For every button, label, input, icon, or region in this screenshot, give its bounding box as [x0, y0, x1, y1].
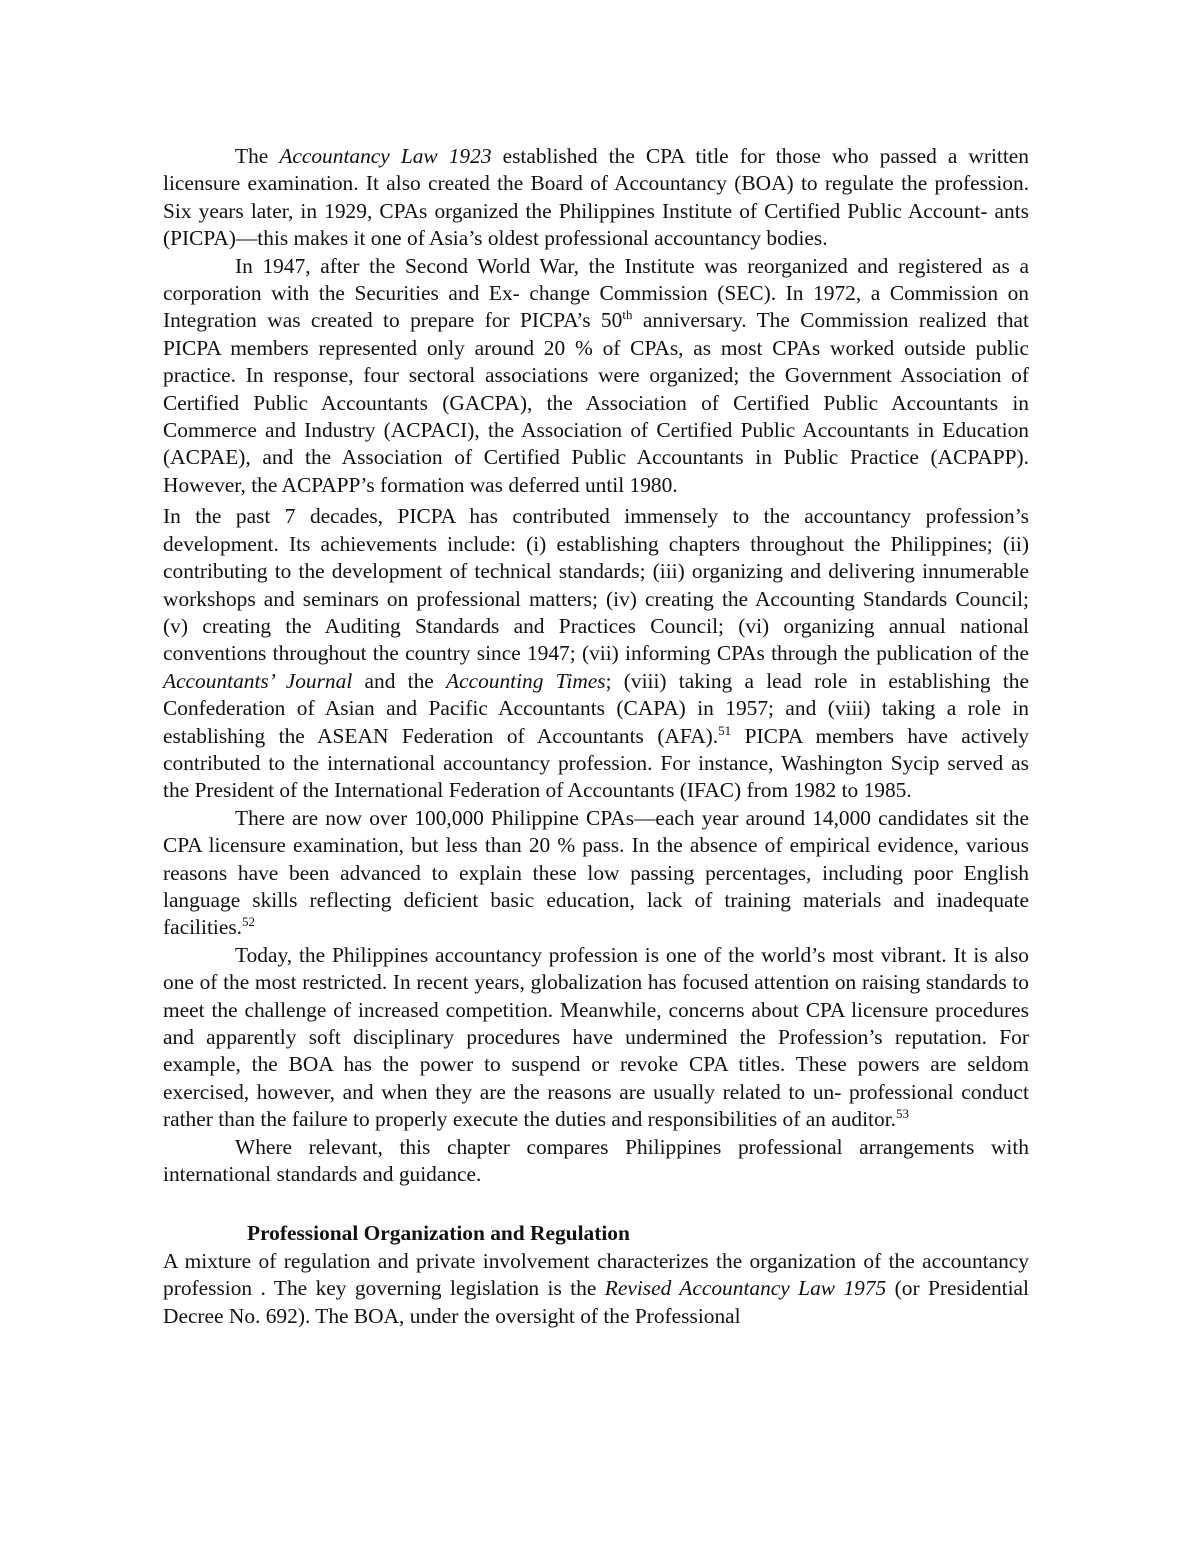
text-run: PICPA members have actively contributed to the international accountancy profession. For instance, Washington Sycip served as the President of the International Federation of Accountants (IFAC) from 1982 to 1985. [163, 723, 1029, 803]
text-run: (or Presidential Decree No. 692). The BOA, under the oversight of the Professional [163, 1276, 1029, 1328]
paragraph-chapter-comparison [163, 1134, 1029, 1189]
text-run: anniversary. The Commission realized that PICPA members represented only around 20 % of CPAs, as most CPAs worked outside public practice. In response, four sectoral associations were organized; the Government Association of Certified Public Accountants (GACPA), the Association of Certified Public Accountants in Commerce and Industry (ACPACI), the Association of Certified Public Accountants in Education (ACPAE), and the Association of Certified Public Accountants in Public Practice (ACPAPP). However, the ACPAPP’s formation was deferred until 1980. [163, 308, 1029, 497]
law-title-italic: Revised Accountancy Law 1975 [604, 1276, 887, 1301]
paragraph-reorganization-1947 [163, 253, 1029, 500]
paragraph-profession-today [163, 942, 1029, 1134]
journal-title-italic: Accountants’ Journal [163, 668, 353, 693]
paragraph-organization-regulation [163, 1248, 1029, 1330]
footnote-marker-51: 51 [718, 722, 732, 738]
text-run: and the [352, 668, 447, 693]
footnote-marker-52: 52 [242, 914, 255, 930]
ordinal-superscript: th [622, 307, 633, 323]
text-run: A mixture of regulation and private involvement characterizes the organization of the accountancy profession . The key governing legislation is the [163, 1248, 1029, 1301]
text-run: Where relevant, this chapter compares Philippines professional arrangements with international standards and guidance. [163, 1134, 1029, 1187]
text-run: The [235, 144, 280, 168]
paragraph-accountancy-law-1923 [163, 143, 1029, 253]
text-run: established the CPA title for those who passed a written licensure examination. It also created the Board of Accountancy (BOA) to regulate the profession. Six years later, in 1929, CPAs organized the Philippines Institute of Certified Public Account- ants (PICPA)—this makes it one of Asia’s oldest professional accountancy bodies. [163, 144, 1029, 251]
paragraph-cpa-statistics [163, 805, 1029, 942]
footnote-marker-53: 53 [895, 1106, 909, 1122]
text-run: There are now over 100,000 Philippine CPAs—each year around 14,000 candidates sit the CPA licensure examination, but less than 20 % pass. In the absence of empirical evidence, various reasons have been advanced to explain these low passing percentages, including poor English language skills reflecting deficient basic education, lack of training materials and inadequate facilities. [163, 805, 1029, 940]
text-run: In 1947, after the Second World War, the Institute was reorganized and registered as a corporation with the Securities and Ex- change Commission (SEC). In 1972, a Commission on Integration was created to prepare for PICPA’s 50 [163, 253, 1029, 333]
publication-title-italic: Accounting Times [446, 668, 606, 693]
document-page [163, 143, 1029, 1330]
text-run: Today, the Philippines accountancy profession is one of the world’s most vibrant. It is also one of the most restricted. In recent years, globalization has focused attention on raising standards to meet the challenge of increased competition. Meanwhile, concerns about CPA licensure procedures and apparently soft disciplinary procedures have undermined the Profession’s reputation. For example, the BOA has the power to suspend or revoke CPA titles. These powers are seldom exercised, however, and when they are the reasons are usually related to un- professional conduct rather than the failure to properly execute the duties and responsibilities of an auditor. [163, 942, 1029, 1132]
text-run: ; (viii) taking a lead role in establishing the Confederation of Asian and Pacific Accountants (CAPA) in 1957; and (viii) taking a role in establishing the ASEAN Federation of Accountants (AFA). [163, 668, 1029, 748]
paragraph-picpa-achievements [163, 503, 1029, 804]
text-run: In the past 7 decades, PICPA has contributed immensely to the accountancy profession’s development. Its achievements include: (i) establishing chapters throughout the Philippines; (ii) contributing to the development of technical standards; (iii) organizing and delivering innumerable workshops and seminars on professional matters; (iv) creating the Accounting Standards Council; (v) creating the Auditing Standards and Practices Council; (vi) organizing annual national conventions throughout the country since 1947; (vii) informing CPAs through the publication of the [163, 504, 1029, 666]
section-heading: Professional Organization and Regulation [247, 1221, 630, 1246]
law-title-italic: Accountancy Law 1923 [279, 144, 492, 168]
